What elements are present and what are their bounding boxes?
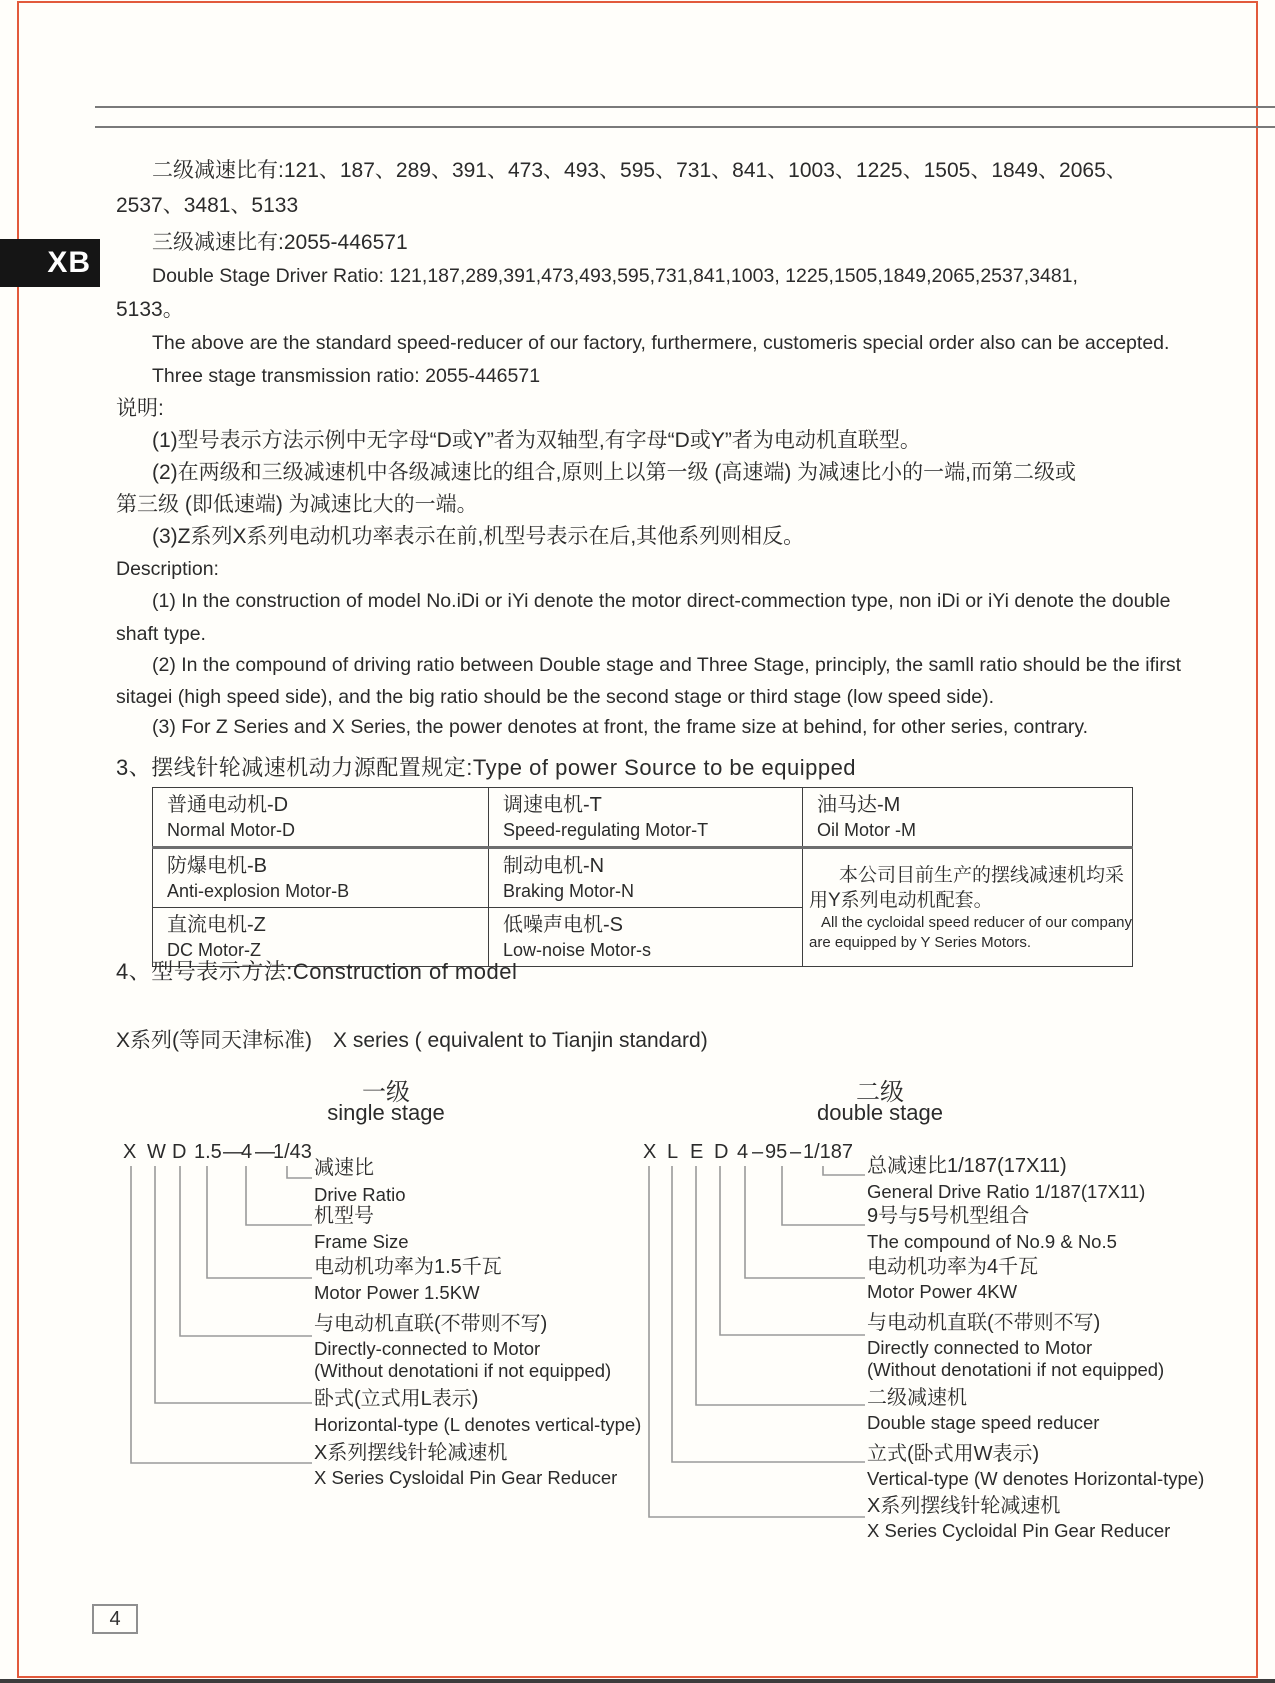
right-label-cn: 与电动机直联(不带则不写) <box>867 1312 1101 1334</box>
table-cell <box>489 908 803 967</box>
right-code-char: 95 <box>765 1141 788 1163</box>
left-code-char: 1/43 <box>273 1141 312 1163</box>
left-code-char: 4 <box>241 1141 253 1163</box>
cell-cn: 调速电机-T <box>503 794 602 816</box>
right-stage-title-cn: 二级 <box>856 1079 904 1106</box>
page-bottom-edge <box>0 1679 1275 1683</box>
intro-line: sitagei (high speed side), and the big ratio should be the second stage or third stage (low speed side). <box>116 686 995 708</box>
left-stage-title-cn: 一级 <box>362 1079 410 1106</box>
left-label-en: (Without denotationi if not equipped) <box>314 1360 612 1381</box>
right-code-char: X <box>643 1141 657 1163</box>
right-code-char: L <box>667 1141 679 1163</box>
right-label-en: Vertical-type (W denotes Horizontal-type) <box>867 1468 1205 1489</box>
intro-line: (2)在两级和三级减速机中各级减速比的组合,原则上以第一级 (高速端) 为减速比小的一端,而第二级或 <box>152 461 1076 484</box>
intro-line: (1)型号表示方法示例中无字母“D或Y”者为双轴型,有字母“D或Y”者为电动机直联型。 <box>152 429 921 452</box>
cell-cn: 油马达-M <box>817 794 901 816</box>
table-cell <box>803 788 1133 848</box>
table-cell <box>489 788 803 848</box>
cell-en: Speed-regulating Motor-T <box>503 820 709 840</box>
power-source-table <box>152 787 1133 967</box>
header-rule-top <box>95 106 1275 108</box>
left-label-cn: 与电动机直联(不带则不写) <box>314 1313 548 1335</box>
right-label-cn: 二级减速机 <box>867 1387 967 1409</box>
intro-line: The above are the standard speed-reducer of our factory, furthermere, customeris special order also can be accepted. <box>152 332 1170 354</box>
table-row <box>153 848 1133 908</box>
right-label-en: Double stage speed reducer <box>867 1412 1100 1433</box>
table-note-cell <box>803 848 1133 967</box>
intro-line: Double Stage Driver Ratio: 121,187,289,391,473,493,595,731,841,1003, 1225,1505,1849,2065,2537,3481, <box>152 265 1078 287</box>
side-tab-label: XB <box>47 246 91 279</box>
right-label-cn: 总减速比1/187(17X11) <box>867 1155 1067 1177</box>
table-row <box>153 788 1133 848</box>
intro-line: 三级减速比有:2055-446571 <box>152 231 408 254</box>
left-label-cn: X系列摆线针轮减速机 <box>314 1442 508 1464</box>
left-label-cn: 减速比 <box>314 1157 374 1179</box>
intro-line: 说明: <box>116 397 164 420</box>
header-rule-bottom <box>95 126 1275 128</box>
table-cell <box>153 848 489 908</box>
right-code-char: E <box>690 1141 704 1163</box>
cell-en: Anti-explosion Motor-B <box>167 881 350 901</box>
right-label-cn: 电动机功率为4千瓦 <box>867 1256 1039 1278</box>
intro-line: 5133。 <box>116 298 184 321</box>
intro-line: (3) For Z Series and X Series, the power denotes at front, the frame size at behind, for other series, contrary. <box>152 716 1089 738</box>
cell-en: Low-noise Motor-s <box>503 940 652 960</box>
note-en: All the cycloidal speed reducer of our company <box>821 913 1133 931</box>
left-code-char: 1.5 <box>194 1141 222 1163</box>
side-tab-xb <box>0 239 100 287</box>
note-cn: 用Y系列电动机配套。 <box>809 889 993 911</box>
left-label-en: X Series Cysloidal Pin Gear Reducer <box>314 1467 618 1488</box>
cell-en: Normal Motor-D <box>167 820 296 840</box>
intro-line: 2537、3481、5133 <box>116 194 299 217</box>
right-label-en: Directly connected to Motor <box>867 1337 1093 1358</box>
left-code-char: X <box>123 1141 137 1163</box>
section3-heading: 3、摆线针轮减速机动力源配置规定:Type of power Source to be equipped <box>116 755 857 780</box>
left-code-char: W <box>147 1141 166 1163</box>
right-stage-title-en: double stage <box>817 1100 943 1125</box>
left-label-en: Motor Power 1.5KW <box>314 1282 480 1303</box>
intro-line: Description: <box>116 558 219 580</box>
intro-line: shaft type. <box>116 623 206 645</box>
left-label-en: Frame Size <box>314 1231 409 1252</box>
right-code-char: – <box>790 1141 802 1163</box>
note-en: are equipped by Y Series Motors. <box>809 933 1032 951</box>
series-title: X系列(等同天津标准) X series ( equivalent to Tianjin standard) <box>116 1029 708 1052</box>
section4-heading: 4、型号表示方法:Construction of model <box>116 959 518 984</box>
right-label-en: General Drive Ratio 1/187(17X11) <box>867 1181 1146 1202</box>
cell-en: Oil Motor -M <box>817 820 916 840</box>
cell-cn: 普通电动机-D <box>167 794 289 816</box>
right-label-en: (Without denotationi if not equipped) <box>867 1359 1165 1380</box>
cell-cn: 直流电机-Z <box>167 914 266 936</box>
left-code-char: D <box>172 1141 187 1163</box>
left-label-en: Drive Ratio <box>314 1184 406 1205</box>
right-label-cn: X系列摆线针轮减速机 <box>867 1495 1061 1517</box>
right-label-cn: 立式(卧式用W表示) <box>867 1443 1040 1465</box>
intro-line: (1) In the construction of model No.iDi or iYi denote the motor direct-commection type, non iDi or iYi denote the double <box>152 590 1171 612</box>
right-code-char: D <box>714 1141 729 1163</box>
intro-line: Three stage transmission ratio: 2055-446571 <box>152 365 541 387</box>
page-number-box <box>92 1604 138 1634</box>
right-label-en: X Series Cycloidal Pin Gear Reducer <box>867 1520 1171 1541</box>
left-stage-title-en: single stage <box>327 1100 445 1125</box>
table-cell <box>153 788 489 848</box>
page-number: 4 <box>109 1607 121 1630</box>
intro-line: (3)Z系列X系列电动机功率表示在前,机型号表示在后,其他系列则相反。 <box>152 525 805 548</box>
left-label-cn: 电动机功率为1.5千瓦 <box>314 1256 502 1278</box>
cell-en: Braking Motor-N <box>503 881 635 901</box>
right-label-en: Motor Power 4KW <box>867 1281 1018 1302</box>
left-label-en: Directly-connected to Motor <box>314 1338 541 1359</box>
right-code-char: 1/187 <box>803 1141 854 1163</box>
left-label-en: Horizontal-type (L denotes vertical-type) <box>314 1414 642 1435</box>
table-cell <box>489 848 803 908</box>
cell-cn: 制动电机-N <box>503 855 605 877</box>
intro-line: 二级减速比有:121、187、289、391、473、493、595、731、841、1003、1225、1505、1849、2065、 <box>152 159 1127 182</box>
right-code-char: – <box>752 1141 764 1163</box>
right-label-cn: 9号与5号机型组合 <box>867 1205 1030 1227</box>
cell-en: DC Motor-Z <box>167 940 261 960</box>
right-label-en: The compound of No.9 & No.5 <box>867 1231 1117 1252</box>
intro-line: (2) In the compound of driving ratio between Double stage and Three Stage, principly, the samll ratio should be the ifirst <box>152 654 1182 676</box>
cell-cn: 低噪声电机-S <box>503 914 623 936</box>
left-label-cn: 卧式(立式用L表示) <box>314 1388 479 1410</box>
left-code-char: — <box>223 1141 243 1163</box>
left-code-char: — <box>255 1141 275 1163</box>
intro-line: 第三级 (即低速端) 为减速比大的一端。 <box>116 493 478 516</box>
left-label-cn: 机型号 <box>314 1205 374 1227</box>
right-code-char: 4 <box>737 1141 749 1163</box>
cell-cn: 防爆电机-B <box>167 855 267 877</box>
note-cn: 本公司目前生产的摆线减速机均采 <box>839 864 1125 886</box>
